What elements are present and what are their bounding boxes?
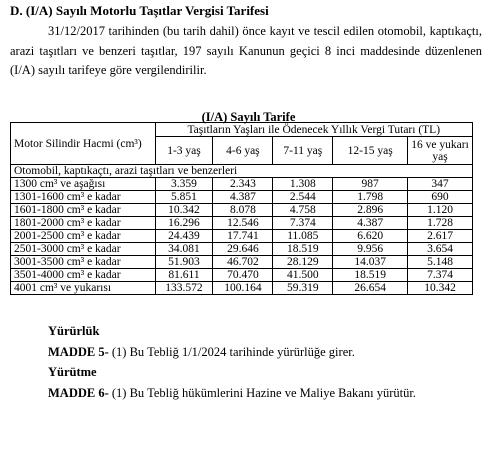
tax-amount-cell: 28.129	[273, 256, 333, 269]
age-column-header: 4-6 yaş	[213, 137, 273, 165]
age-column-header: 1-3 yaş	[155, 137, 213, 165]
table-row	[11, 217, 473, 230]
age-column-header: 12-15 yaş	[333, 137, 408, 165]
tax-amount-cell: 26.654	[333, 282, 408, 295]
tax-amount-cell: 11.085	[273, 230, 333, 243]
tax-amount-cell: 2.896	[333, 204, 408, 217]
age-column-header: 7-11 yaş	[273, 137, 333, 165]
section-title-yurutme: Yürütme	[48, 365, 97, 379]
table-row	[11, 191, 473, 204]
engine-volume-label: 1801-2000 cm³ e kadar	[11, 217, 156, 230]
tax-amount-cell: 7.374	[408, 269, 473, 282]
article-5	[48, 345, 355, 360]
tax-amount-cell: 133.572	[155, 282, 213, 295]
category-label: Otomobil, kaptıkaçtı, arazi taşıtları ve benzerleri	[11, 165, 473, 178]
tax-amount-cell: 1.120	[408, 204, 473, 217]
article-text: (1) Bu Tebliğ 1/1/2024 tarihinde yürürlüğe girer.	[111, 345, 355, 359]
engine-volume-label: 3501-4000 cm³ e kadar	[11, 269, 156, 282]
tax-amount-cell: 1.798	[333, 191, 408, 204]
table-title: (I/A) Sayılı Tarife	[201, 110, 296, 124]
tax-amount-cell: 81.611	[155, 269, 213, 282]
tax-amount-cell: 1.728	[408, 217, 473, 230]
row-header-label: Motor Silindir Hacmi (cm³)	[11, 123, 156, 165]
table-row	[11, 282, 473, 295]
tax-amount-cell: 690	[408, 191, 473, 204]
table-row	[11, 243, 473, 256]
section-heading: D. (I/A) Sayılı Motorlu Taşıtlar Vergisi Tarifesi	[10, 3, 269, 18]
group-header: Taşıtların Yaşları ile Ödenecek Yıllık Vergi Tutarı (TL)	[155, 123, 472, 137]
engine-volume-label: 4001 cm³ ve yukarısı	[11, 282, 156, 295]
table-row	[11, 178, 473, 191]
engine-volume-label: 2501-3000 cm³ e kadar	[11, 243, 156, 256]
tax-amount-cell: 347	[408, 178, 473, 191]
table-row	[11, 269, 473, 282]
engine-volume-label: 2001-2500 cm³ e kadar	[11, 230, 156, 243]
article-number: MADDE 6-	[48, 386, 109, 400]
tax-amount-cell: 17.741	[213, 230, 273, 243]
intro-text: 31/12/2017 tarihinden (bu tarih dahil) önce kayıt ve tescil edilen otomobil, kaptıkaçtı, arazi taşıtları ve benzeri taşıtlar, 197 sayılı Kanunun geçici 8 inci maddesinde düzenlenen (I/A) sayılı tarifeye göre vergilendirilir.	[10, 24, 482, 77]
tax-amount-cell: 16.296	[155, 217, 213, 230]
engine-volume-label: 3001-3500 cm³ e kadar	[11, 256, 156, 269]
article-number: MADDE 5-	[48, 345, 109, 359]
tax-amount-cell: 24.439	[155, 230, 213, 243]
tax-amount-cell: 9.956	[333, 243, 408, 256]
tax-amount-cell: 41.500	[273, 269, 333, 282]
engine-volume-label: 1601-1800 cm³ e kadar	[11, 204, 156, 217]
tax-amount-cell: 4.387	[333, 217, 408, 230]
tax-amount-cell: 10.342	[408, 282, 473, 295]
tax-amount-cell: 10.342	[155, 204, 213, 217]
tax-amount-cell: 2.617	[408, 230, 473, 243]
article-text: (1) Bu Tebliğ hükümlerini Hazine ve Maliye Bakanı yürütür.	[111, 386, 416, 400]
table-row	[11, 204, 473, 217]
tax-amount-cell: 4.387	[213, 191, 273, 204]
tariff-table	[10, 122, 473, 295]
tax-amount-cell: 5.851	[155, 191, 213, 204]
tax-amount-cell: 18.519	[273, 243, 333, 256]
tax-amount-cell: 51.903	[155, 256, 213, 269]
tax-amount-cell: 46.702	[213, 256, 273, 269]
engine-volume-label: 1300 cm³ ve aşağısı	[11, 178, 156, 191]
table-header-row	[11, 123, 473, 137]
age-column-header: 16 ve yukarı yaş	[408, 137, 473, 165]
tax-amount-cell: 2.544	[273, 191, 333, 204]
engine-volume-label: 1301-1600 cm³ e kadar	[11, 191, 156, 204]
tax-amount-cell: 8.078	[213, 204, 273, 217]
category-row	[11, 165, 473, 178]
tax-amount-cell: 14.037	[333, 256, 408, 269]
tax-amount-cell: 12.546	[213, 217, 273, 230]
tax-amount-cell: 70.470	[213, 269, 273, 282]
tax-amount-cell: 6.620	[333, 230, 408, 243]
tax-amount-cell: 3.654	[408, 243, 473, 256]
tax-amount-cell: 4.758	[273, 204, 333, 217]
intro-paragraph	[10, 22, 482, 81]
tax-amount-cell: 987	[333, 178, 408, 191]
tax-amount-cell: 5.148	[408, 256, 473, 269]
tax-amount-cell: 29.646	[213, 243, 273, 256]
table-row	[11, 256, 473, 269]
table-row	[11, 230, 473, 243]
article-6	[48, 386, 416, 401]
tax-amount-cell: 1.308	[273, 178, 333, 191]
section-title-yururluk: Yürürlük	[48, 324, 100, 338]
tax-amount-cell: 7.374	[273, 217, 333, 230]
tax-amount-cell: 34.081	[155, 243, 213, 256]
tax-amount-cell: 18.519	[333, 269, 408, 282]
tax-amount-cell: 59.319	[273, 282, 333, 295]
tax-amount-cell: 100.164	[213, 282, 273, 295]
tax-amount-cell: 2.343	[213, 178, 273, 191]
tax-amount-cell: 3.359	[155, 178, 213, 191]
